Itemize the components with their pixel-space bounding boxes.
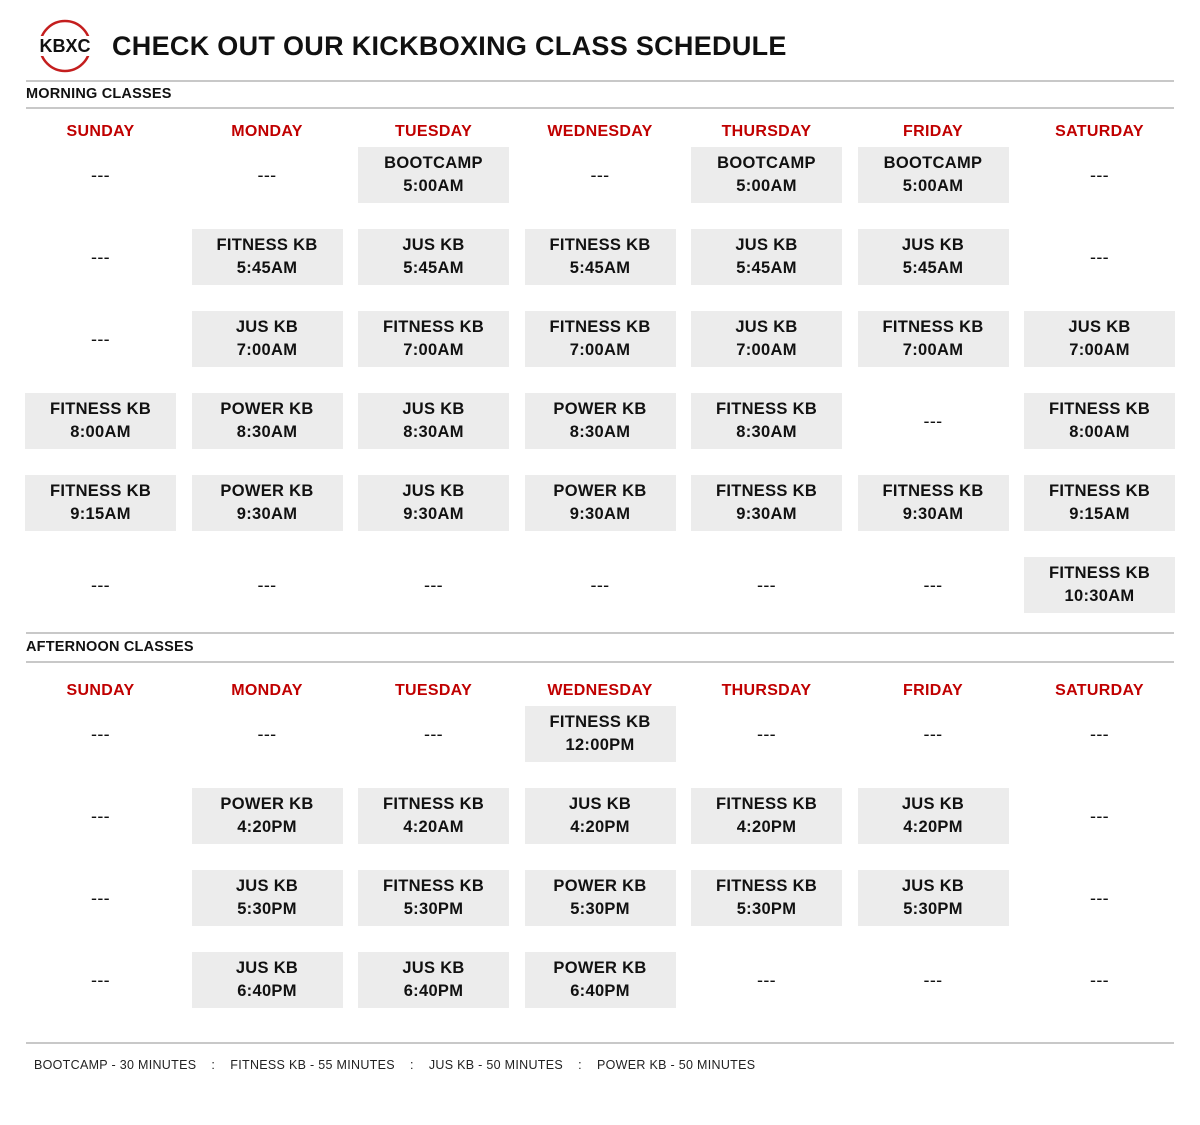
class-name: FITNESS KB	[1048, 564, 1151, 582]
class-time: 5:45AM	[403, 259, 464, 277]
class-slot	[525, 788, 676, 844]
class-time: 7:00AM	[569, 341, 631, 359]
class-time: 9:15AM	[1069, 505, 1130, 523]
empty-slot: ---	[91, 887, 110, 908]
class-time: 8:30AM	[236, 423, 298, 441]
empty-slot: ---	[757, 574, 776, 595]
class-name: JUS KB	[235, 318, 299, 336]
class-name: JUS KB	[568, 795, 632, 813]
class-name: JUS KB	[735, 236, 798, 254]
class-time: 6:40PM	[403, 982, 464, 1000]
class-time: 9:30AM	[403, 505, 464, 523]
class-time: 9:30AM	[236, 505, 298, 523]
class-slot	[1024, 393, 1175, 449]
class-time: 5:00AM	[736, 177, 797, 195]
class-name: JUS KB	[901, 236, 965, 254]
class-slot	[858, 229, 1009, 285]
class-slot	[858, 870, 1009, 926]
class-slot	[192, 393, 343, 449]
class-time: 10:30AM	[1064, 587, 1135, 605]
class-slot	[358, 229, 509, 285]
class-slot	[525, 870, 676, 926]
class-name: JUS KB	[235, 877, 299, 895]
class-slot	[25, 475, 176, 531]
class-time: 7:00AM	[403, 341, 464, 359]
class-name: JUS KB	[901, 877, 965, 895]
class-slot	[358, 952, 509, 1008]
day-heading-thursday: THURSDAY	[721, 123, 812, 140]
day-heading-saturday: SATURDAY	[1055, 123, 1144, 140]
class-name: POWER KB	[553, 400, 647, 418]
class-slot	[25, 393, 176, 449]
class-slot	[858, 788, 1009, 844]
class-name: FITNESS KB	[49, 482, 152, 500]
empty-slot: ---	[1090, 969, 1109, 990]
day-heading-friday: FRIDAY	[903, 682, 963, 699]
class-name: BOOTCAMP	[883, 154, 983, 172]
class-slot	[691, 229, 842, 285]
class-slot	[192, 788, 343, 844]
class-slot	[1024, 311, 1175, 367]
class-name: JUS KB	[235, 959, 299, 977]
class-slot	[858, 311, 1009, 367]
afternoon-section-label: AFTERNOON CLASSES	[26, 639, 194, 655]
empty-slot: ---	[757, 723, 776, 744]
class-slot	[358, 147, 509, 203]
class-time: 4:20PM	[736, 818, 797, 836]
class-name: FITNESS KB	[382, 795, 485, 813]
day-heading-monday: MONDAY	[231, 123, 303, 140]
empty-slot: ---	[257, 574, 277, 595]
class-name: POWER KB	[220, 795, 314, 813]
empty-slot: ---	[1090, 723, 1109, 744]
class-time: 5:45AM	[736, 259, 797, 277]
day-heading-saturday: SATURDAY	[1055, 682, 1144, 699]
class-time: 6:40PM	[237, 982, 297, 1000]
section-divider	[26, 80, 1174, 82]
class-name: JUS KB	[402, 959, 465, 977]
empty-slot: ---	[424, 723, 443, 744]
logo-text: KBXC	[39, 36, 91, 56]
class-name: FITNESS KB	[549, 713, 651, 731]
class-time: 5:30PM	[736, 900, 797, 918]
empty-slot: ---	[1090, 805, 1109, 826]
class-time: 5:30PM	[570, 900, 630, 918]
class-time: 8:00AM	[70, 423, 131, 441]
morning-schedule-grid	[25, 117, 1175, 639]
class-slot	[358, 311, 509, 367]
class-slot	[691, 788, 842, 844]
class-time: 7:00AM	[902, 341, 964, 359]
class-time: 12:00PM	[565, 736, 635, 754]
empty-slot: ---	[590, 164, 610, 185]
class-name: JUS KB	[402, 482, 465, 500]
empty-slot: ---	[1090, 887, 1109, 908]
class-name: FITNESS KB	[382, 318, 485, 336]
section-divider	[26, 107, 1174, 109]
class-name: JUS KB	[402, 236, 465, 254]
empty-slot: ---	[257, 164, 277, 185]
class-name: POWER KB	[220, 482, 314, 500]
class-time: 5:30PM	[403, 900, 464, 918]
class-name: JUS KB	[402, 400, 465, 418]
class-name: FITNESS KB	[1048, 482, 1151, 500]
empty-slot: ---	[91, 574, 110, 595]
class-slot	[525, 952, 676, 1008]
class-name: FITNESS KB	[715, 482, 818, 500]
class-slot	[358, 393, 509, 449]
class-name: FITNESS KB	[1048, 400, 1151, 418]
class-time: 8:00AM	[1069, 423, 1130, 441]
section-divider	[26, 632, 1174, 634]
class-time: 4:20PM	[903, 818, 963, 836]
class-slot	[525, 311, 676, 367]
class-slot	[192, 952, 343, 1008]
empty-slot: ---	[91, 969, 110, 990]
empty-slot: ---	[923, 410, 943, 431]
class-slot	[192, 311, 343, 367]
day-heading-tuesday: TUESDAY	[394, 123, 473, 140]
empty-slot: ---	[91, 805, 110, 826]
class-time: 5:30PM	[237, 900, 297, 918]
class-time: 4:20AM	[403, 818, 464, 836]
class-slot	[858, 475, 1009, 531]
class-name: POWER KB	[553, 959, 647, 977]
class-time: 8:30AM	[569, 423, 631, 441]
empty-slot: ---	[424, 574, 443, 595]
class-name: FITNESS KB	[549, 318, 651, 336]
class-slot	[525, 706, 676, 762]
class-name: BOOTCAMP	[717, 154, 816, 172]
class-slot	[858, 147, 1009, 203]
class-name: JUS KB	[735, 318, 798, 336]
class-time: 7:00AM	[236, 341, 298, 359]
class-name: FITNESS KB	[882, 482, 984, 500]
day-heading-tuesday: TUESDAY	[394, 682, 473, 699]
class-name: FITNESS KB	[549, 236, 651, 254]
class-name: FITNESS KB	[49, 400, 152, 418]
empty-slot: ---	[923, 574, 943, 595]
class-slot	[358, 870, 509, 926]
class-slot	[192, 229, 343, 285]
class-duration-legend: BOOTCAMP - 30 MINUTES : FITNESS KB - 55 MINUTES : JUS KB - 50 MINUTES : POWER KB - 50 MINUTES	[34, 1058, 756, 1072]
class-name: POWER KB	[220, 400, 314, 418]
class-slot	[691, 311, 842, 367]
day-heading-monday: MONDAY	[231, 682, 303, 699]
empty-slot: ---	[1090, 246, 1109, 267]
empty-slot: ---	[1090, 164, 1109, 185]
class-time: 5:00AM	[902, 177, 964, 195]
class-slot	[192, 870, 343, 926]
day-heading-sunday: SUNDAY	[66, 682, 135, 699]
empty-slot: ---	[91, 328, 110, 349]
class-time: 8:30AM	[403, 423, 464, 441]
empty-slot: ---	[91, 164, 110, 185]
class-slot	[358, 475, 509, 531]
class-name: JUS KB	[1068, 318, 1131, 336]
class-slot	[691, 870, 842, 926]
section-divider	[26, 661, 1174, 663]
class-time: 5:00AM	[403, 177, 464, 195]
class-slot	[358, 788, 509, 844]
class-name: FITNESS KB	[216, 236, 318, 254]
day-heading-wednesday: WEDNESDAY	[547, 123, 653, 140]
class-time: 7:00AM	[1069, 341, 1130, 359]
class-slot	[691, 147, 842, 203]
day-heading-thursday: THURSDAY	[721, 682, 812, 699]
class-slot	[525, 229, 676, 285]
class-time: 5:45AM	[236, 259, 298, 277]
class-time: 6:40PM	[570, 982, 630, 1000]
day-heading-sunday: SUNDAY	[66, 123, 135, 140]
class-time: 5:45AM	[569, 259, 631, 277]
kbxc-logo	[30, 18, 100, 74]
class-name: JUS KB	[901, 795, 965, 813]
class-name: FITNESS KB	[715, 795, 818, 813]
empty-slot: ---	[923, 723, 943, 744]
class-slot	[691, 475, 842, 531]
class-time: 5:45AM	[902, 259, 964, 277]
page-header	[30, 18, 787, 74]
class-time: 4:20PM	[237, 818, 297, 836]
class-slot	[525, 393, 676, 449]
class-name: BOOTCAMP	[384, 154, 483, 172]
class-slot	[192, 475, 343, 531]
class-name: FITNESS KB	[882, 318, 984, 336]
page-title: CHECK OUT OUR KICKBOXING CLASS SCHEDULE	[112, 30, 787, 61]
class-slot	[525, 475, 676, 531]
class-time: 8:30AM	[736, 423, 797, 441]
class-slot	[1024, 475, 1175, 531]
section-divider	[26, 1042, 1174, 1044]
empty-slot: ---	[91, 723, 110, 744]
empty-slot: ---	[91, 246, 110, 267]
class-time: 9:30AM	[902, 505, 964, 523]
afternoon-schedule-grid	[25, 676, 1175, 1034]
class-time: 5:30PM	[903, 900, 963, 918]
empty-slot: ---	[590, 574, 610, 595]
empty-slot: ---	[257, 723, 277, 744]
class-time: 4:20PM	[570, 818, 630, 836]
day-heading-wednesday: WEDNESDAY	[547, 682, 653, 699]
class-time: 9:30AM	[569, 505, 631, 523]
class-name: POWER KB	[553, 877, 647, 895]
morning-section-label: MORNING CLASSES	[26, 86, 172, 102]
class-name: FITNESS KB	[715, 400, 818, 418]
class-slot	[691, 393, 842, 449]
class-time: 9:15AM	[70, 505, 131, 523]
empty-slot: ---	[923, 969, 943, 990]
class-name: FITNESS KB	[382, 877, 485, 895]
class-name: POWER KB	[553, 482, 647, 500]
day-heading-friday: FRIDAY	[903, 123, 963, 140]
class-name: FITNESS KB	[715, 877, 818, 895]
empty-slot: ---	[757, 969, 776, 990]
class-time: 7:00AM	[736, 341, 797, 359]
class-slot	[1024, 557, 1175, 613]
class-time: 9:30AM	[736, 505, 797, 523]
